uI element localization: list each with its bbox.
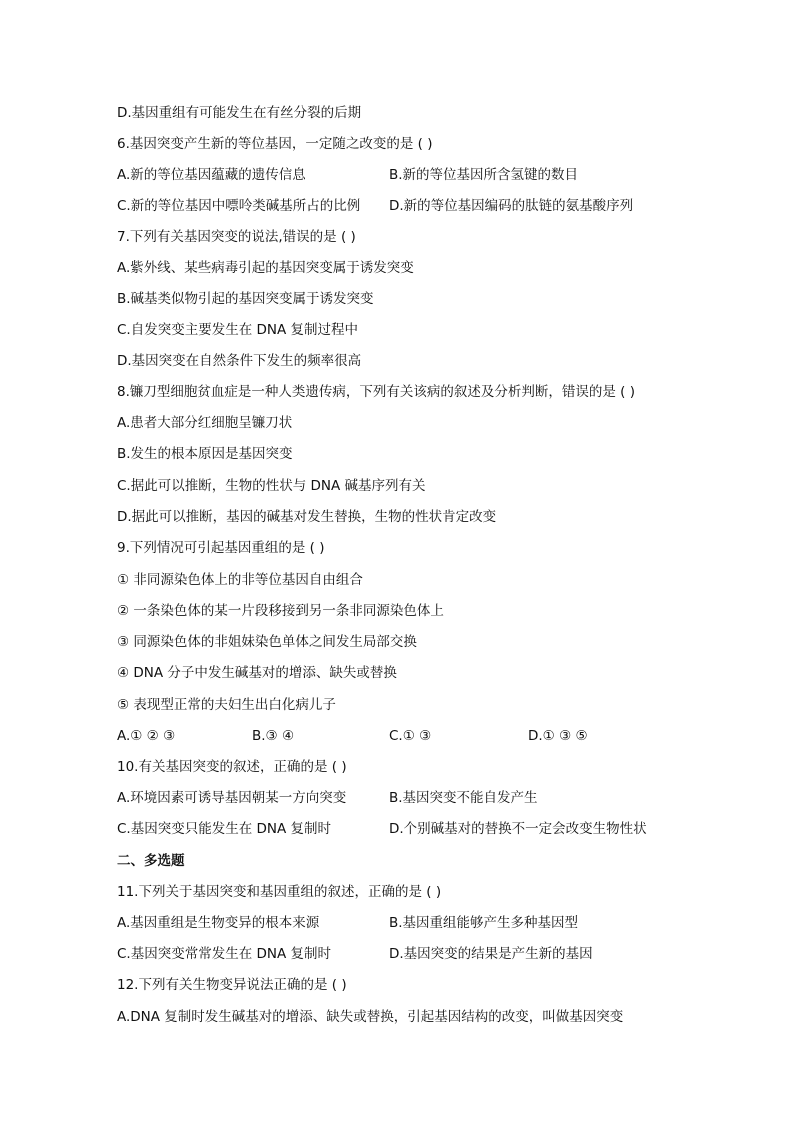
question-8: 8.镰刀型细胞贫血症是一种人类遗传病，下列有关该病的叙述及分析判断，错误的是 ( ) <box>117 384 635 400</box>
q11-option-a: A.基因重组是生物变异的根本来源 <box>117 915 320 931</box>
question-6: 6.基因突变产生新的等位基因，一定随之改变的是 ( ) <box>117 136 433 152</box>
q8-option-b: B.发生的根本原因是基因突变 <box>117 446 293 462</box>
question-12: 12.下列有关生物变异说法正确的是 ( ) <box>117 977 347 993</box>
q12-option-a: A.DNA 复制时发生碱基对的增添、缺失或替换，引起基因结构的改变，叫做基因突变 <box>117 1009 624 1025</box>
q7-option-c: C.自发突变主要发生在 DNA 复制过程中 <box>117 322 359 338</box>
q10-option-a: A.环境因素可诱导基因朝某一方向突变 <box>117 790 347 806</box>
q6-option-b: B.新的等位基因所含氢键的数目 <box>389 167 579 183</box>
q9-option-d: D.① ③ ⑤ <box>528 728 588 744</box>
q8-option-d: D.据此可以推断，基因的碱基对发生替换，生物的性状肯定改变 <box>117 509 497 525</box>
option-line: D.基因重组有可能发生在有丝分裂的后期 <box>117 105 362 121</box>
q8-option-c: C.据此可以推断，生物的性状与 DNA 碱基序列有关 <box>117 478 426 494</box>
section-heading: 二、多选题 <box>117 853 185 869</box>
q9-option-a: A.① ② ③ <box>117 728 176 744</box>
q6-option-d: D.新的等位基因编码的肽链的氨基酸序列 <box>389 198 634 214</box>
q8-option-a: A.患者大部分红细胞呈镰刀状 <box>117 415 293 431</box>
question-9: 9.下列情况可引起基因重组的是 ( ) <box>117 540 325 556</box>
q7-option-b: B.碱基类似物引起的基因突变属于诱发突变 <box>117 291 374 307</box>
question-10: 10.有关基因突变的叙述，正确的是 ( ) <box>117 759 347 775</box>
q11-option-d: D.基因突变的结果是产生新的基因 <box>389 946 593 962</box>
q7-option-a: A.紫外线、某些病毒引起的基因突变属于诱发突变 <box>117 260 414 276</box>
q7-option-d: D.基因突变在自然条件下发生的频率很高 <box>117 353 362 369</box>
q11-option-b: B.基因重组能够产生多种基因型 <box>389 915 579 931</box>
q10-option-d: D.个别碱基对的替换不一定会改变生物性状 <box>389 821 647 837</box>
q9-item-1: ① 非同源染色体上的非等位基因自由组合 <box>117 572 363 588</box>
q9-item-2: ② 一条染色体的某一片段移接到另一条非同源染色体上 <box>117 603 444 619</box>
q6-option-a: A.新的等位基因蕴藏的遗传信息 <box>117 167 306 183</box>
q10-option-b: B.基因突变不能自发产生 <box>389 790 538 806</box>
q9-item-5: ⑤ 表现型正常的夫妇生出白化病儿子 <box>117 697 336 713</box>
q9-item-4: ④ DNA 分子中发生碱基对的增添、缺失或替换 <box>117 665 397 681</box>
q10-option-c: C.基因突变只能发生在 DNA 复制时 <box>117 821 332 837</box>
q9-option-c: C.① ③ <box>389 728 432 744</box>
question-7: 7.下列有关基因突变的说法,错误的是 ( ) <box>117 229 356 245</box>
q6-option-c: C.新的等位基因中嘌呤类碱基所占的比例 <box>117 198 361 214</box>
q9-option-b: B.③ ④ <box>252 728 295 744</box>
q9-item-3: ③ 同源染色体的非姐妹染色单体之间发生局部交换 <box>117 634 417 650</box>
q11-option-c: C.基因突变常常发生在 DNA 复制时 <box>117 946 332 962</box>
question-11: 11.下列关于基因突变和基因重组的叙述，正确的是 ( ) <box>117 884 442 900</box>
